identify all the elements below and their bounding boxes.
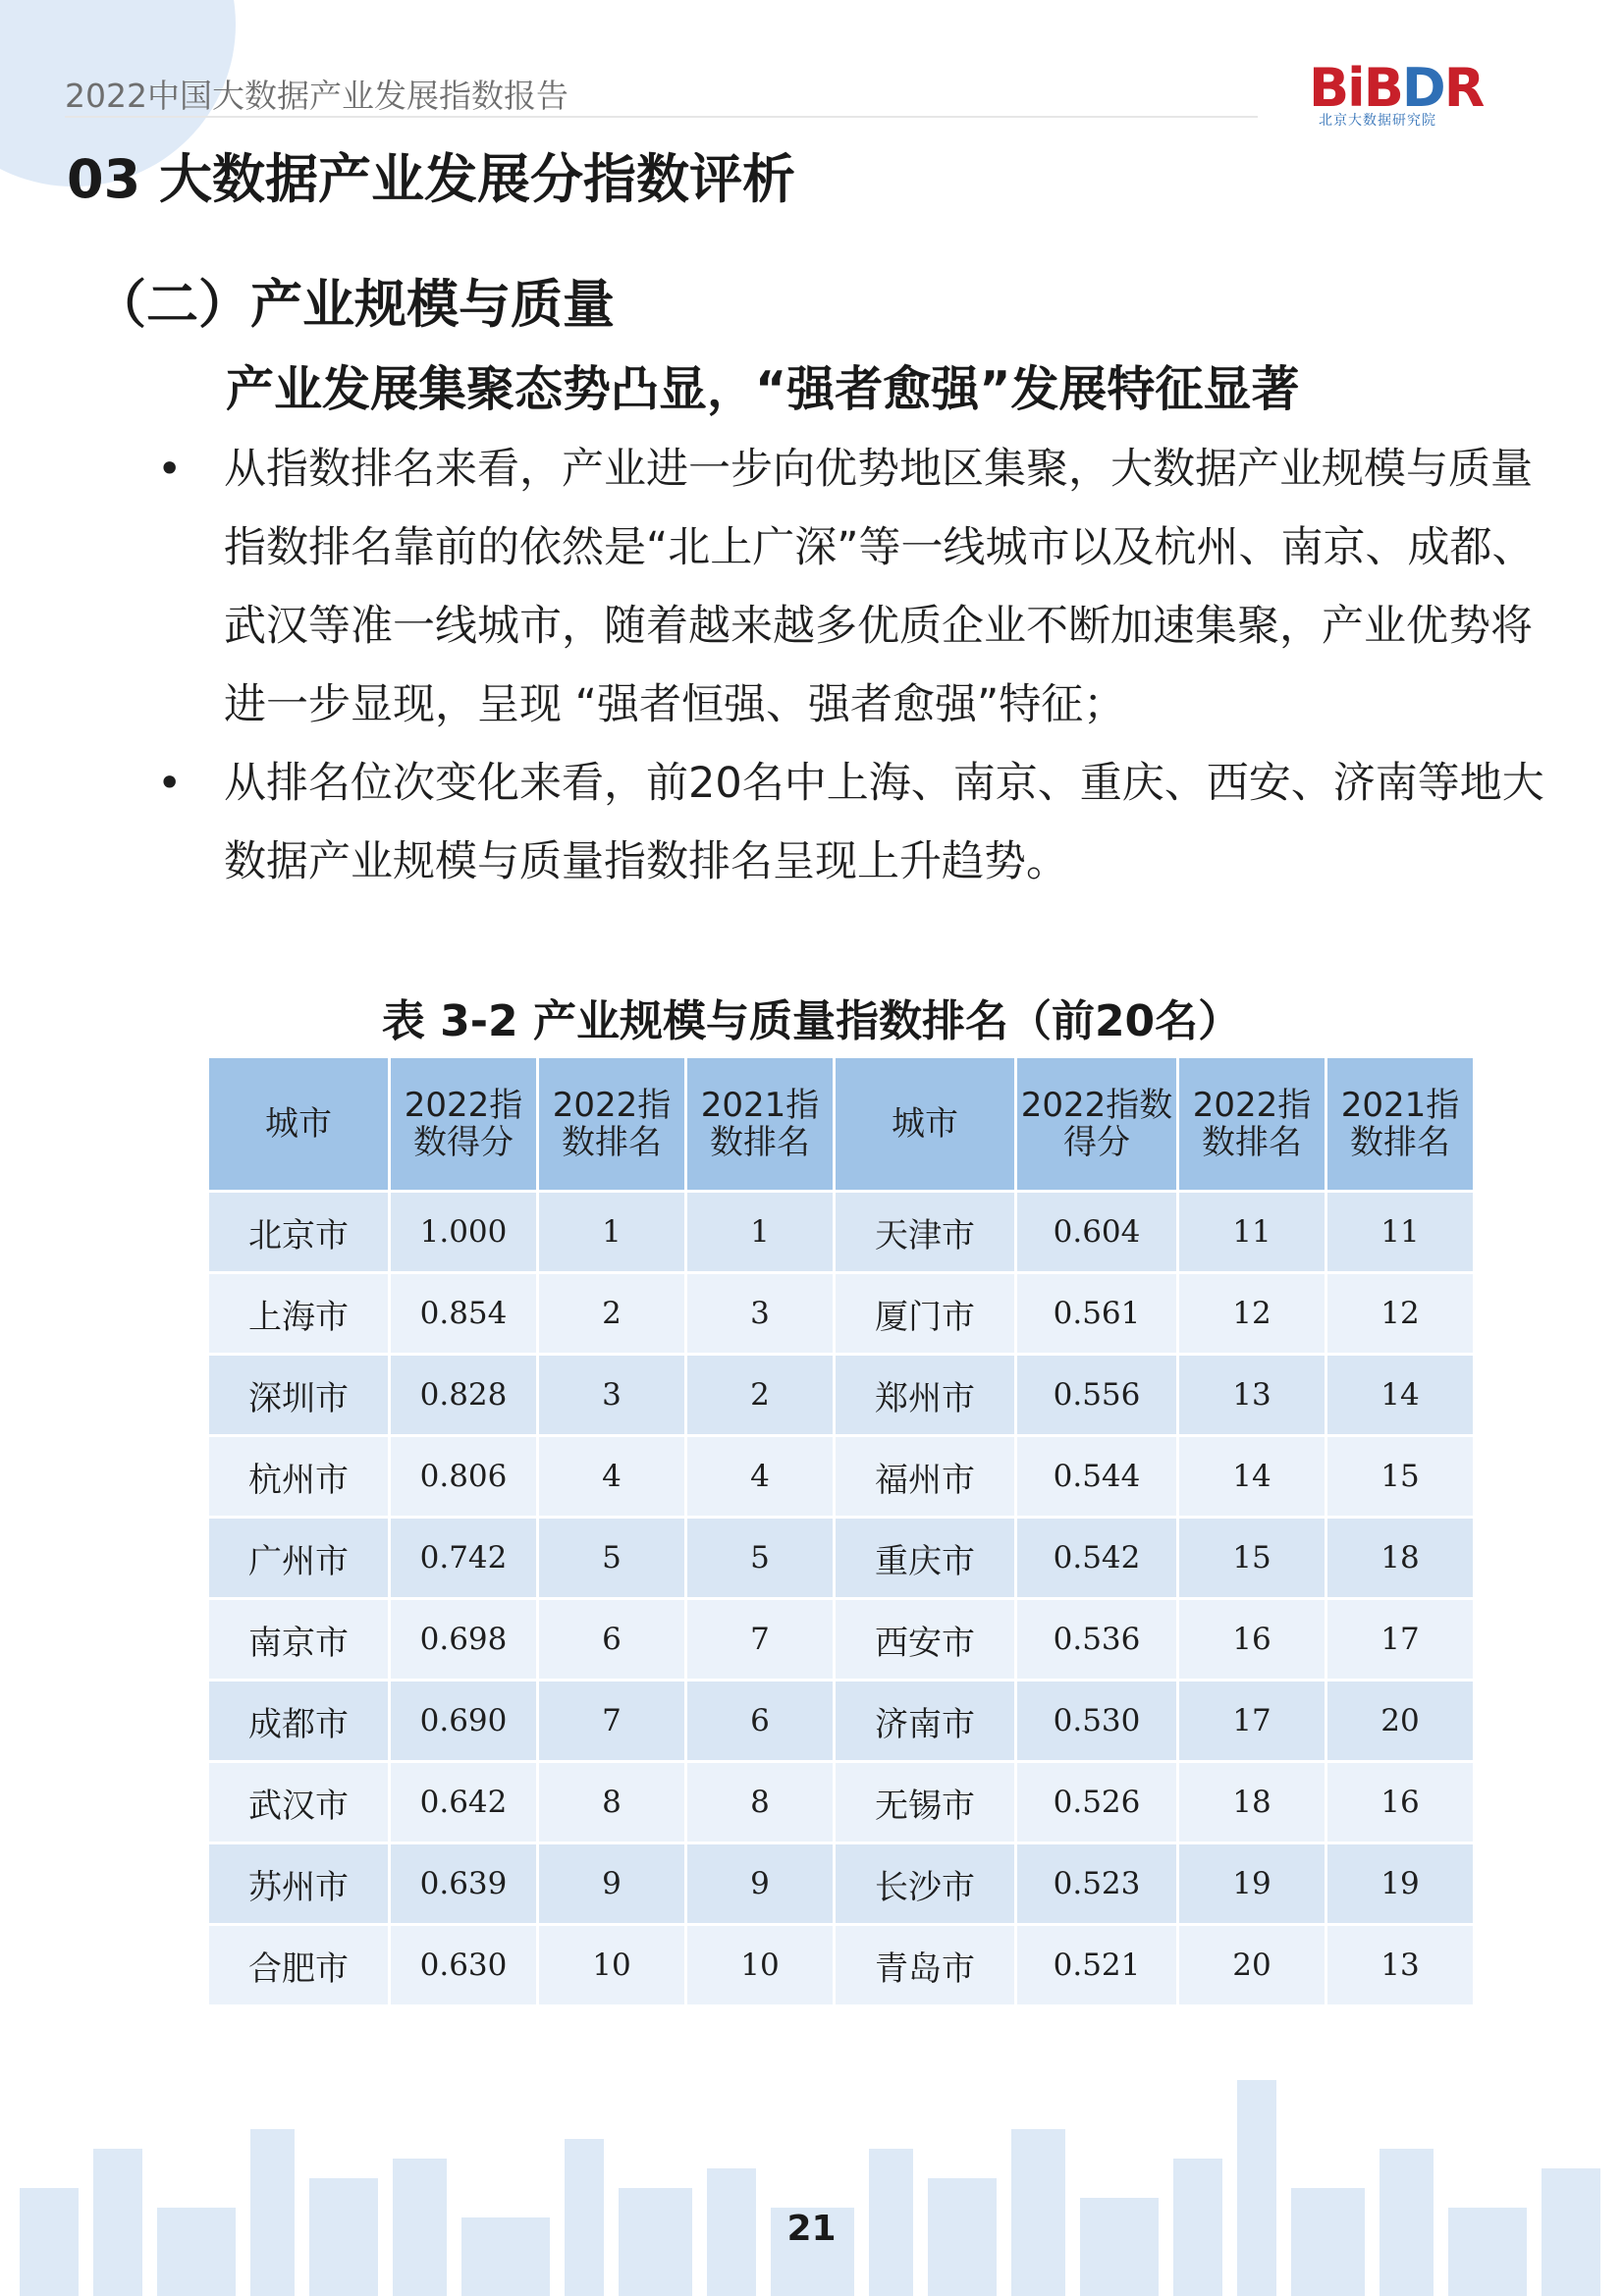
value-cell: 7 — [539, 1682, 684, 1760]
column-header: 2021指数排名 — [687, 1058, 833, 1190]
value-cell: 14 — [1327, 1356, 1473, 1434]
table-header-row — [209, 1058, 1473, 1190]
header-divider — [65, 116, 1258, 118]
value-cell: 0.639 — [391, 1844, 536, 1923]
column-header: 城市 — [209, 1058, 388, 1190]
table-row — [209, 1926, 1473, 2004]
value-cell: 8 — [539, 1763, 684, 1842]
column-header: 2022指数得分 — [391, 1058, 536, 1190]
subsection-title: 产业发展集聚态势凸显，“强者愈强”发展特征显著 — [226, 361, 1300, 417]
value-cell: 4 — [539, 1437, 684, 1516]
column-header: 2022指数排名 — [539, 1058, 684, 1190]
ranking-table — [206, 1055, 1476, 2007]
logo-wordmark: BiBDR — [1309, 57, 1484, 119]
column-header: 2022指数得分 — [1017, 1058, 1176, 1190]
table-row — [209, 1763, 1473, 1842]
value-cell: 18 — [1327, 1519, 1473, 1597]
section-title: （二）产业规模与质量 — [94, 275, 615, 335]
city-cell: 深圳市 — [209, 1356, 388, 1434]
column-header: 城市 — [836, 1058, 1014, 1190]
value-cell: 12 — [1327, 1274, 1473, 1353]
value-cell: 17 — [1179, 1682, 1325, 1760]
value-cell: 10 — [687, 1926, 833, 2004]
city-cell: 郑州市 — [836, 1356, 1014, 1434]
value-cell: 0.698 — [391, 1600, 536, 1679]
value-cell: 3 — [539, 1356, 684, 1434]
value-cell: 5 — [687, 1519, 833, 1597]
table-row — [209, 1356, 1473, 1434]
value-cell: 15 — [1179, 1519, 1325, 1597]
value-cell: 20 — [1327, 1682, 1473, 1760]
chapter-title: 03 大数据产业发展分指数评析 — [67, 148, 795, 210]
value-cell: 0.806 — [391, 1437, 536, 1516]
column-header: 2021指数排名 — [1327, 1058, 1473, 1190]
value-cell: 0.536 — [1017, 1600, 1176, 1679]
value-cell: 3 — [687, 1274, 833, 1353]
city-cell: 西安市 — [836, 1600, 1014, 1679]
value-cell: 0.642 — [391, 1763, 536, 1842]
value-cell: 17 — [1327, 1600, 1473, 1679]
value-cell: 0.544 — [1017, 1437, 1176, 1516]
city-cell: 苏州市 — [209, 1844, 388, 1923]
city-cell: 济南市 — [836, 1682, 1014, 1760]
table-row — [209, 1193, 1473, 1271]
value-cell: 11 — [1327, 1193, 1473, 1271]
logo-subtitle: 北京大数据研究院 — [1319, 113, 1436, 129]
table-row — [209, 1274, 1473, 1353]
value-cell: 0.556 — [1017, 1356, 1176, 1434]
city-cell: 青岛市 — [836, 1926, 1014, 2004]
city-cell: 杭州市 — [209, 1437, 388, 1516]
value-cell: 20 — [1179, 1926, 1325, 2004]
value-cell: 5 — [539, 1519, 684, 1597]
value-cell: 8 — [687, 1763, 833, 1842]
value-cell: 6 — [539, 1600, 684, 1679]
value-cell: 4 — [687, 1437, 833, 1516]
value-cell: 9 — [539, 1844, 684, 1923]
running-head: 2022中国大数据产业发展指数报告 — [65, 77, 568, 115]
bullet-text: 从指数排名来看，产业进一步向优势地区集聚，大数据产业规模与质量指数排名靠前的依然是“北上广深”等一线城市以及杭州、南京、成都、武汉等准一线城市，随着越来越多优质企业不断加速集聚，产业优势将进一步显现，呈现 “强者恒强、强者愈强”特征； — [224, 445, 1535, 729]
value-cell: 19 — [1327, 1844, 1473, 1923]
value-cell: 14 — [1179, 1437, 1325, 1516]
table-row — [209, 1682, 1473, 1760]
value-cell: 0.604 — [1017, 1193, 1176, 1271]
city-cell: 成都市 — [209, 1682, 388, 1760]
value-cell: 10 — [539, 1926, 684, 2004]
table-row — [209, 1437, 1473, 1516]
table-row — [209, 1519, 1473, 1597]
bullet-item — [157, 430, 1551, 744]
value-cell: 13 — [1327, 1926, 1473, 2004]
value-cell: 0.742 — [391, 1519, 536, 1597]
value-cell: 13 — [1179, 1356, 1325, 1434]
value-cell: 16 — [1327, 1763, 1473, 1842]
value-cell: 1.000 — [391, 1193, 536, 1271]
value-cell: 0.523 — [1017, 1844, 1176, 1923]
city-cell: 天津市 — [836, 1193, 1014, 1271]
value-cell: 16 — [1179, 1600, 1325, 1679]
value-cell: 11 — [1179, 1193, 1325, 1271]
bullet-dot: • — [157, 445, 183, 494]
city-cell: 南京市 — [209, 1600, 388, 1679]
value-cell: 6 — [687, 1682, 833, 1760]
value-cell: 0.690 — [391, 1682, 536, 1760]
city-cell: 武汉市 — [209, 1763, 388, 1842]
value-cell: 19 — [1179, 1844, 1325, 1923]
value-cell: 12 — [1179, 1274, 1325, 1353]
bibdr-logo — [1301, 49, 1588, 129]
value-cell: 2 — [687, 1356, 833, 1434]
value-cell: 0.561 — [1017, 1274, 1176, 1353]
value-cell: 0.526 — [1017, 1763, 1176, 1842]
value-cell: 0.521 — [1017, 1926, 1176, 2004]
city-cell: 福州市 — [836, 1437, 1014, 1516]
value-cell: 2 — [539, 1274, 684, 1353]
city-cell: 重庆市 — [836, 1519, 1014, 1597]
value-cell: 1 — [687, 1193, 833, 1271]
value-cell: 0.828 — [391, 1356, 536, 1434]
city-cell: 北京市 — [209, 1193, 388, 1271]
skyline-decoration — [0, 2041, 1623, 2296]
value-cell: 0.542 — [1017, 1519, 1176, 1597]
value-cell: 0.530 — [1017, 1682, 1176, 1760]
table-caption: 表 3-2 产业规模与质量指数排名（前20名） — [381, 996, 1242, 1046]
bullet-text: 从排名位次变化来看，前20名中上海、南京、重庆、西安、济南等地大数据产业规模与质量指数排名呈现上升趋势。 — [224, 759, 1544, 886]
city-cell: 厦门市 — [836, 1274, 1014, 1353]
city-cell: 广州市 — [209, 1519, 388, 1597]
bullet-item — [157, 744, 1551, 901]
bullet-list — [157, 430, 1551, 901]
column-header: 2022指数排名 — [1179, 1058, 1325, 1190]
value-cell: 1 — [539, 1193, 684, 1271]
city-cell: 长沙市 — [836, 1844, 1014, 1923]
page-number: 21 — [786, 2209, 837, 2249]
value-cell: 0.854 — [391, 1274, 536, 1353]
value-cell: 15 — [1327, 1437, 1473, 1516]
city-cell: 合肥市 — [209, 1926, 388, 2004]
bullet-dot: • — [157, 759, 183, 808]
value-cell: 7 — [687, 1600, 833, 1679]
value-cell: 9 — [687, 1844, 833, 1923]
value-cell: 18 — [1179, 1763, 1325, 1842]
city-cell: 上海市 — [209, 1274, 388, 1353]
table-row — [209, 1600, 1473, 1679]
value-cell: 0.630 — [391, 1926, 536, 2004]
table-row — [209, 1844, 1473, 1923]
city-cell: 无锡市 — [836, 1763, 1014, 1842]
